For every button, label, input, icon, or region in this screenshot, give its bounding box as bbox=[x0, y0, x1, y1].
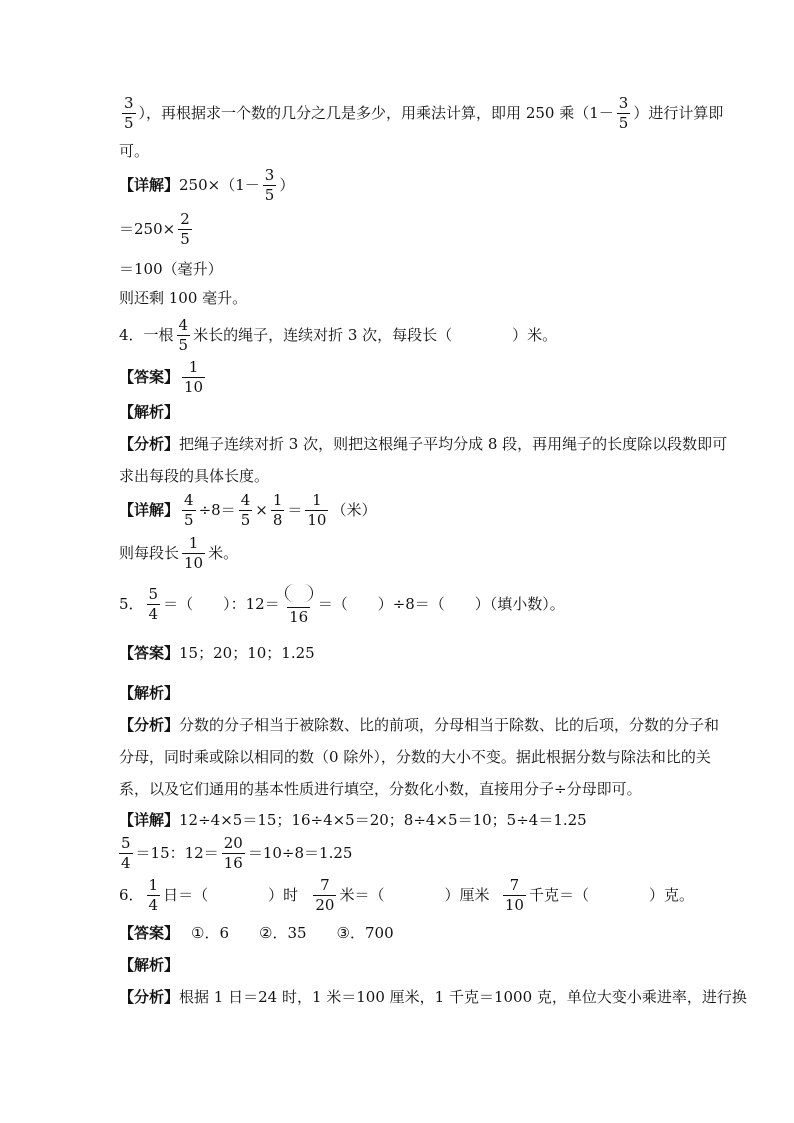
question-5: 5． $\frac{5}{4}$ ＝（ ）：12＝ 16 ＝（ ）÷8＝（ ）（填小数）。 bbox=[119, 585, 565, 626]
parse-tag-line: 【解析】 bbox=[119, 403, 180, 421]
fraction: $\frac{4}{5}$ bbox=[240, 491, 251, 529]
fraction: $\frac{1}{8}$ bbox=[272, 491, 283, 529]
analysis-tag: 【分析】 bbox=[119, 988, 180, 1006]
solution-line-2: 可。 bbox=[119, 142, 150, 160]
fraction: $\frac{7}{20}$ bbox=[315, 876, 335, 914]
fraction: $\frac{20}{16}$ bbox=[223, 834, 243, 872]
analysis-line: 【分析】 根据 1 日＝24 时，1 米＝100 厘米，1 千克＝1000 克，单位大变小乘进率，进行换 bbox=[119, 988, 747, 1006]
question-6: 6． $\frac{1}{4}$ 日＝（ ）时 $\frac{7}{20}$ 米＝（ ）厘米 $\frac{7}{10}$ 千克＝（ ）克。 bbox=[119, 876, 694, 914]
fraction: $\frac{5}{4}$ bbox=[148, 585, 159, 623]
detail-line: $\frac{5}{4}$ ＝15：12＝ $\frac{20}{16}$ ＝10÷8＝1.25 bbox=[121, 834, 353, 872]
answer-tag: 【答案】 bbox=[119, 644, 180, 662]
blank-paren bbox=[285, 584, 313, 602]
fraction: $\frac{7}{10}$ bbox=[504, 876, 524, 914]
solution-line-1 bbox=[119, 94, 724, 132]
analysis-line: 求出每段的具体长度。 bbox=[119, 467, 270, 485]
detail-line: 【详解】 250×（1－ $\frac{3}{5}$ ） bbox=[119, 166, 295, 204]
answer-tag: 【答案】 bbox=[119, 368, 180, 386]
answer-tag: 【答案】 bbox=[119, 924, 180, 942]
analysis-line: 【分析】 分数的分子相当于被除数、比的前项，分母相当于除数、比的后项，分数的分子和 bbox=[119, 716, 720, 734]
fraction: $\frac{1}{10}$ bbox=[184, 534, 204, 572]
detail-line: 【详解】 $\frac{4}{5}$ ÷8＝ $\frac{4}{5}$ × $\frac{1}{8}$ ＝ $\frac{1}{10}$ （米） bbox=[119, 491, 377, 529]
parse-tag-line: 【解析】 bbox=[119, 684, 180, 702]
analysis-tag: 【分析】 bbox=[119, 716, 180, 734]
text: ）进行计算即 bbox=[633, 104, 724, 122]
conclusion-line: 则每段长 $\frac{1}{10}$ 米。 bbox=[119, 534, 239, 572]
calc-line: ＝250× $\frac{2}{5}$ bbox=[119, 210, 190, 248]
fraction: $\frac{4}{5}$ bbox=[184, 491, 194, 529]
analysis-line: 分母，同时乘或除以相同的数（0 除外），分数的大小不变。据此根据分数与除法和比的关 bbox=[119, 748, 711, 766]
fraction: $\frac{1}{10}$ bbox=[307, 491, 327, 529]
fraction: $\frac{3}{5}$ bbox=[264, 166, 275, 204]
conclusion-line: 则还剩 100 毫升。 bbox=[119, 289, 248, 307]
detail-tag: 【详解】 bbox=[119, 176, 180, 194]
fraction: $\frac{1}{10}$ bbox=[184, 358, 204, 396]
analysis-tag: 【分析】 bbox=[119, 435, 180, 453]
detail-line: 【详解】 12÷4×5＝15；16÷4×5＝20；8÷4×5＝10；5÷4＝1.25 bbox=[119, 811, 587, 829]
calc-result-line: ＝100（毫升） bbox=[119, 260, 223, 278]
answer-line: 【答案】 ①．6 ②．35 ③．700 bbox=[119, 924, 394, 942]
fraction: $\frac{5}{4}$ bbox=[121, 834, 131, 872]
fraction: $\frac{4}{5}$ bbox=[178, 316, 189, 354]
fraction: $\frac{1}{4}$ bbox=[148, 876, 159, 914]
analysis-line: 【分析】 把绳子连续对折 3 次，则把这根绳子平均分成 8 段，再用绳子的长度除以段数即可 bbox=[119, 435, 728, 453]
blank-fraction: 16 bbox=[283, 584, 315, 625]
detail-tag: 【详解】 bbox=[119, 501, 180, 519]
text: ），再根据求一个数的几分之几是多少，用乘法计算，即用 250 乘（1－ bbox=[138, 104, 614, 122]
analysis-line: 系，以及它们通用的基本性质进行填空，分数化小数，直接用分子÷分母即可。 bbox=[119, 780, 642, 798]
fraction: $\frac{2}{5}$ bbox=[180, 210, 190, 248]
answer-line: 【答案】 15；20；10；1.25 bbox=[119, 644, 315, 662]
parse-tag-line: 【解析】 bbox=[119, 956, 180, 974]
fraction: $\frac{3}{5}$ bbox=[124, 94, 134, 132]
question-4: 4．一根 $\frac{4}{5}$ 米长的绳子，连续对折 3 次，每段长（ ）米。 bbox=[119, 316, 558, 354]
fraction: $\frac{3}{5}$ bbox=[618, 94, 629, 132]
answer-line bbox=[119, 360, 694, 395]
detail-tag: 【详解】 bbox=[119, 811, 180, 829]
